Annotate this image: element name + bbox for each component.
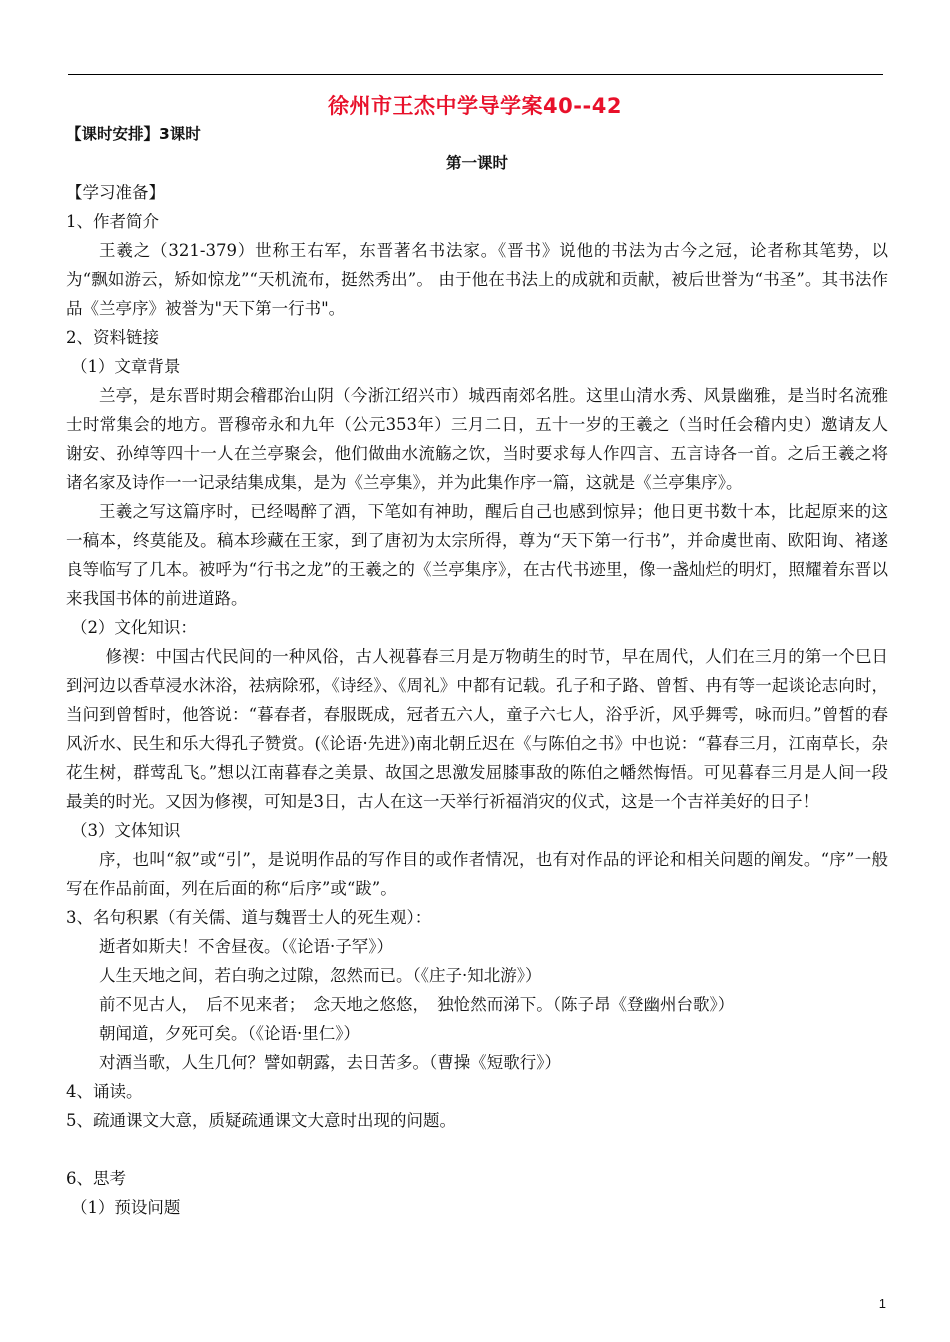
genre-paragraph: 序，也叫“叙”或“引”，是说明作品的写作目的或作者情况，也有对作品的评论和相关问题的阐发。“序”一般写在作品前面，列在后面的称“后序”或“跋”。 <box>66 850 888 898</box>
section-4-line: 4、诵读。 <box>66 1082 143 1101</box>
quote-line: 人生天地之间，若白驹之过隙，忽然而已。（《庄子·知北游》） <box>99 966 542 985</box>
quote-line: 对酒当歌，人生几何？譬如朝露，去日苦多。（曹操《短歌行》） <box>99 1053 561 1072</box>
quote-line: 朝闻道，夕死可矣。（《论语·里仁》） <box>99 1024 360 1043</box>
background-paragraph-2: 王羲之写这篇序时，已经喝醉了酒，下笔如有神助，醒后自己也感到惊异；他日更书数十本，比起原来的这一稿本，终莫能及。稿本珍藏在王家，到了唐初为太宗所得，尊为“天下第一行书”，并命虞世南、欧阳询、褚遂良等临写了几本。被呼为“行书之龙”的王羲之的《兰亭集序》，在古代书迹里，像一盏灿烂的明灯，照耀着东晋以来我国书体的前进道路。 <box>66 502 888 608</box>
quote-line: 逝者如斯夫！不舍昼夜。（《论语·子罕》） <box>99 937 393 956</box>
document-body <box>66 120 888 1222</box>
section-2-heading: 2、资料链接 <box>66 328 159 347</box>
page-title: 徐州市王杰中学导学案40--42 <box>328 94 622 118</box>
section-5-line: 5、疏通课文大意，质疑疏通课文大意时出现的问题。 <box>66 1111 456 1130</box>
section-1-heading: 1、作者简介 <box>66 212 159 231</box>
quote-line: 前不见古人， 后不见来者； 念天地之悠悠， 独怆然而涕下。（陈子昂《登幽州台歌》） <box>99 995 735 1014</box>
section-3-heading: 3、名句积累（有关儒、道与魏晋士人的死生观）： <box>66 908 432 927</box>
blank-spacer <box>66 1135 888 1164</box>
background-paragraph-1: 兰亭，是东晋时期会稽郡治山阴（今浙江绍兴市）城西南郊名胜。这里山清水秀、风景幽雅，是当时名流雅士时常集会的地方。晋穆帝永和九年（公元353年）三月二日，五十一岁的王羲之（当时任会稽内史）邀请友人谢安、孙绰等四十一人在兰亭聚会，他们做曲水流觞之饮，当时要求每人作四言、五言诗各一首。之后王羲之将诸名家及诗作一一记录结集成集，是为《兰亭集》，并为此集作序一篇，这就是《兰亭集序》。 <box>66 386 888 492</box>
lesson-heading: 第一课时 <box>445 154 508 172</box>
subsection-culture-heading: （2）文化知识： <box>70 618 197 637</box>
section-6-heading: 6、思考 <box>66 1169 126 1188</box>
author-intro-paragraph: 王羲之（321-379）世称王右军，东晋著名书法家。《晋书》说他的书法为古今之冠，论者称其笔势，以为“飘如游云，矫如惊龙”“天机流布，挺然秀出”。 由于他在书法上的成就和贡献，被后世誉为“书圣”。其书法作品《兰亭序》被誉为"天下第一行书"。 <box>66 241 888 318</box>
schedule-line: 【课时安排】3课时 <box>66 125 201 143</box>
subsection-genre-heading: （3）文体知识 <box>70 821 181 840</box>
prep-heading: 【学习准备】 <box>66 183 165 202</box>
culture-paragraph: 修禊：中国古代民间的一种风俗，古人视暮春三月是万物萌生的时节，早在周代，人们在三月的第一个巳日到河边以香草浸水沐浴，祛病除邪，《诗经》、《周礼》中都有记载。孔子和子路、曾皙、冉有等一起谈论志向时，当问到曾皙时，他答说：“暮春者，春服既成，冠者五六人，童子六七人，浴乎沂，风乎舞雩，咏而归。”曾皙的春风沂水、民生和乐大得孔子赞赏。(《论语·先进》)南北朝丘迟在《与陈伯之书》中也说：“暮春三月，江南草长，杂花生树，群莺乱飞。”想以江南暮春之美景、故国之思激发屈膝事敌的陈伯之幡然悔悟。可见暮春三月是人间一段最美的时光。又因为修禊，可知是3日，古人在这一天举行祈福消灾的仪式，这是一个吉祥美好的日子！ <box>66 647 888 811</box>
page-number: 1 <box>878 1296 886 1311</box>
header-rule <box>68 74 883 75</box>
subsection-background-heading: （1）文章背景 <box>70 357 181 376</box>
subsection-questions-heading: （1）预设问题 <box>70 1198 181 1217</box>
